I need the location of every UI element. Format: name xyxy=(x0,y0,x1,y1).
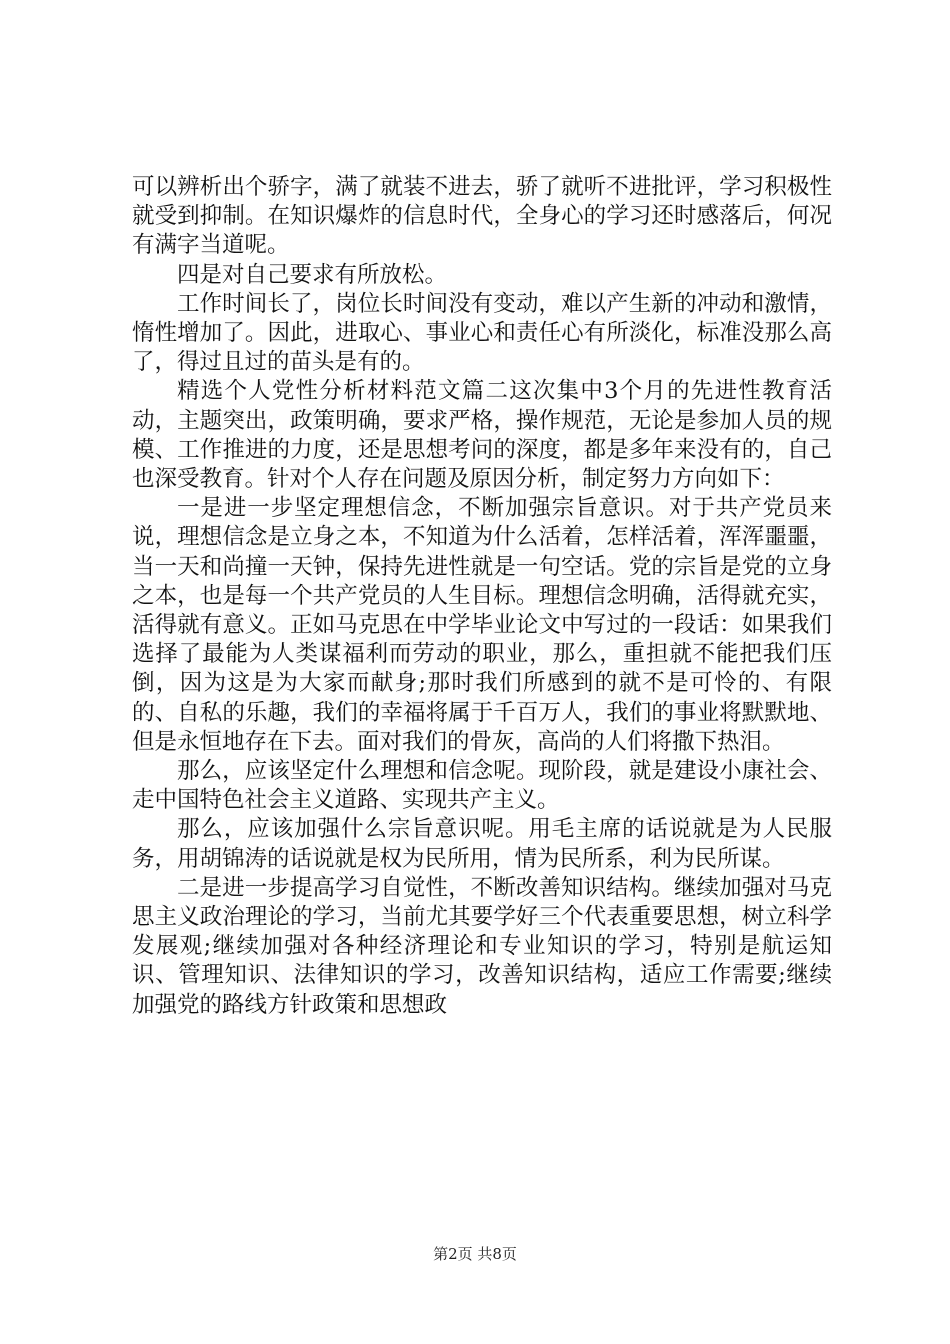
document-body xyxy=(132,173,832,1020)
paragraph: 那么，应该加强什么宗旨意识呢。用毛主席的话说就是为人民服务，用胡锦涛的话说就是权为民所用，情为民所系，利为民所谋。 xyxy=(132,816,832,872)
paragraph-continuation: 可以辨析出个骄字，满了就装不进去，骄了就听不进批评，学习积极性就受到抑制。在知识爆炸的信息时代，全身心的学习还时感落后，何况有满字当道呢。 xyxy=(132,174,832,259)
paragraph: 那么，应该坚定什么理想和信念呢。现阶段，就是建设小康社会、走中国特色社会主义道路、实现共产主义。 xyxy=(132,758,832,814)
paragraph: 二是进一步提高学习自觉性，不断改善知识结构。继续加强对马克思主义政治理论的学习，当前尤其要学好三个代表重要思想，树立科学发展观;继续加强对各种经济理论和专业知识的学习，特别是航运知识、管理知识、法律知识的学习，改善知识结构，适应工作需要;继续加强党的路线方针政策和思想政 xyxy=(132,874,832,1018)
paragraph: 四是对自己要求有所放松。 xyxy=(177,261,448,288)
page-footer: 第2页 共8页 xyxy=(433,1245,517,1263)
paragraph: 工作时间长了，岗位长时间没有变动，难以产生新的冲动和激情，惰性增加了。因此，进取心、事业心和责任心有所淡化，标准没那么高了，得过且过的苗头是有的。 xyxy=(132,290,832,376)
paragraph: 精选个人党性分析材料范文篇二这次集中3个月的先进性教育活动，主题突出，政策明确，要求严格，操作规范，无论是参加人员的规模、工作推进的力度，还是思想考问的深度，都是多年来没有的，自己也深受教育。针对个人存在问题及原因分析，制定努力方向如下： xyxy=(132,378,832,493)
paragraph: 一是进一步坚定理想信念，不断加强宗旨意识。对于共产党员来说，理想信念是立身之本，不知道为什么活着，怎样活着，浑浑噩噩，当一天和尚撞一天钟，保持先进性就是一句空话。党的宗旨是党的立身之本，也是每一个共产党员的人生目标。理想信念明确，活得就充实，活得就有意义。正如马克思在中学毕业论文中写过的一段话：如果我们选择了最能为人类谋福利而劳动的职业，那么，重担就不能把我们压倒，因为这是为大家而献身;那时我们所感到的就不是可怜的、有限的、自私的乐趣，我们的幸福将属于千百万人，我们的事业将默默地、但是永恒地存在下去。面对我们的骨灰，高尚的人们将撒下热泪。 xyxy=(132,495,832,755)
